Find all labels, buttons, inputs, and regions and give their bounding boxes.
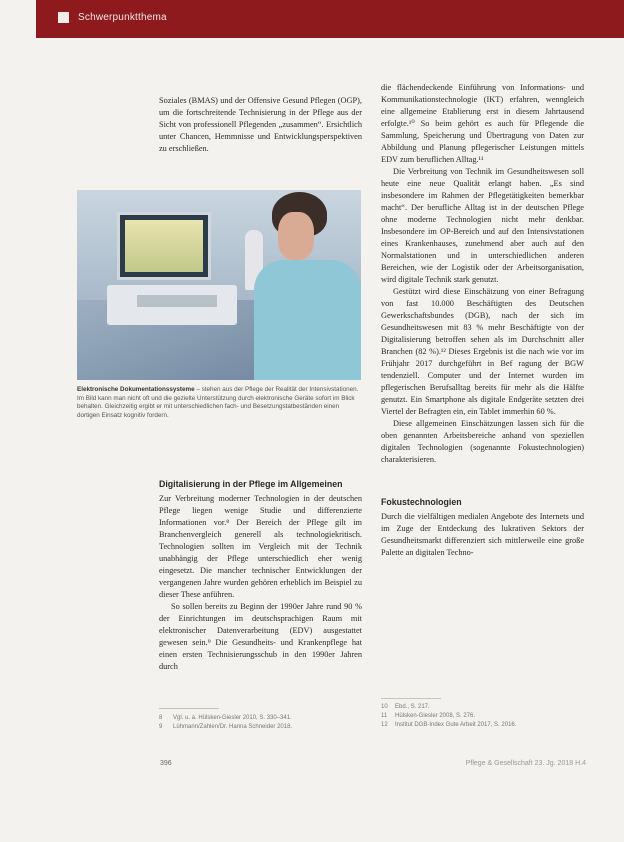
page-header <box>0 0 624 38</box>
photo-keyboard <box>137 295 217 307</box>
section-title: Schwerpunktthema <box>78 12 167 23</box>
footnotes-left <box>159 714 362 732</box>
paragraph: die flächendeckende Einführung von Informations- und Kommunikationstechnologie (IKT) erfahren, wenngleich eine allgemeine Etablierung erst in diesem Jahrtausend erfolgte.¹⁰ So beim gehört es auch für Pflegende die Sammlung, Speicherung und Übertragung von Daten zur Abbildung und Planung pflegerischer Leistungen mittels EDV zum beruflichen Alltag.¹¹ <box>381 83 584 164</box>
nurse-computer-photo <box>77 190 361 380</box>
footnote: 12 Institut DGB-Index Gute Arbeit 2017, S. 2016. <box>381 722 517 728</box>
footnotes-right <box>381 703 584 730</box>
paragraph: Durch die vielfältigen medialen Angebote des Internets und im Zuge der Entdeckung des lukrativen Sektors der Gesundheitsmarkt differenziert sich mittlerweile eine große Palette an digitalen Techno- <box>381 512 584 557</box>
photo-nurse <box>242 190 361 380</box>
section-heading: Digitalisierung in der Pflege im Allgemeinen <box>159 479 343 489</box>
journal-name: Pflege & Gesellschaft 23. Jg. 2018 H.4 <box>465 760 586 767</box>
footnote: 11 Hülsken-Giesler 2008, S. 276. <box>381 713 476 719</box>
photo-caption <box>77 386 361 420</box>
paragraph: Soziales (BMAS) und der Offensive Gesund Pflegen (OGP), um die fortschreitende Technisierung in der Pflege aus der Sicht von professionell Pflegenden „zusammen“. Ersichtlich unter Chancen, Hemmnisse und Entwicklungsperspektiven zu erschließen. <box>159 96 362 153</box>
footnote: 8 Vgl. u. a. Hülsken-Giesler 2010, S. 330–341. <box>159 715 292 721</box>
header-square-icon <box>58 12 69 23</box>
footnote: 9 Lühmann/Zahlen/Dr. Hanna Schneider 2018. <box>159 724 293 730</box>
footnote-rule <box>381 698 441 699</box>
footnote: 10 Ebd., S. 217. <box>381 704 430 710</box>
section-heading: Fokustechnologien <box>381 497 462 507</box>
paragraph: Die Verbreitung von Technik im Gesundheitswesen soll heute eine neue Qualität erlangt haben. „Es sind insbesondere im Rahmen der Pflegetätigkeiten bemerkbar macht“. Der berufliche Alltag ist in der deutschen Pflege ohne moderne Technologien nicht mehr denkbar. Insbesondere im OP-Bereich und auf den Intensivstationen eines Krankenhauses, zunehmend aber auch auf den Normalstationen und in unterschiedlichen anderen Bereichen, wie der Logistik oder der Arbeitsorganisation, wird digitale Technik stark genutzt. <box>381 167 584 284</box>
paragraph: Zur Verbreitung moderner Technologien in der deutschen Pflege liegen wenige Studie und differenzierte Informationen vor.⁸ Der Bereich der Pflege gilt im Branchenvergleich generell als technologiekritisch. Technologien sollten im Vergleich mit der Technik unabhängig der Pflege unterschiedlich eher wenig eingesetzt. Die mancher technischer Entwicklungen der vergangenen Jahre wurden gehören erheblich im Beispiel zu dieser These anführen. <box>159 494 362 599</box>
left-column-bottom <box>159 478 362 673</box>
caption-bold: Elektronische Dokumentationssysteme <box>77 386 195 393</box>
right-column <box>381 82 584 559</box>
footnote-rule <box>159 708 219 709</box>
paragraph: So sollen bereits zu Beginn der 1990er Jahre rund 90 % der Einrichtungen im deutschsprachigen Raum mit elektronischer Datenverarbeitung (EDV) ausgestattet gewesen sein.⁹ Die Gesundheits- und Krankenpflege hat einen ersten Technisierungsschub in den 1990er Jahren durch <box>159 602 362 671</box>
paragraph: Diese allgemeinen Einschätzungen lassen sich für die oben genannten Arbeitsbereiche anhand von speziellen digitalen Technologien (sogenannte Fokustechnologien) charakterisieren. <box>381 419 584 464</box>
left-column-top <box>159 95 362 155</box>
paragraph: Gestützt wird diese Einschätzung von einer Befragung von fast 10.000 Beschäftigten des Deutschen Gewerkschaftsbundes (DGB), nach der sich im Gesundheitswesen mit 83 % mehr Beschäftigte von der Digitalisierung betroffen sehen als im Durchschnitt aller Branchen (82 %).¹² Dieses Ergebnis ist die nach wie vor im Frühjahr 2017 durchgeführt in Bef ragung der BGW tendenziell. Computer und der Internet wurden im pflegerischen Berufsalltag bereits für mehr als die Hälfte genutzt. Ein Smartphone als digitale Endgeräte setzten drei Viertel der Befragten ein, ein Tablet immerhin 60 %. <box>381 287 584 416</box>
caption-text: – stehen aus der Pflege der Realität der Intensivstationen. Im Bild kann man nicht oft und die gezielte Unterstützung durch elektronische Geräte sofort im Blick behalten. Gleichzeitig ergibt er mit unterschiedlichen fach- und Besetzungstatbeständen einen dortigen Einsatz kognitiv fordern. <box>77 386 359 419</box>
photo-monitor <box>117 212 211 280</box>
page-number: 396 <box>160 760 172 767</box>
